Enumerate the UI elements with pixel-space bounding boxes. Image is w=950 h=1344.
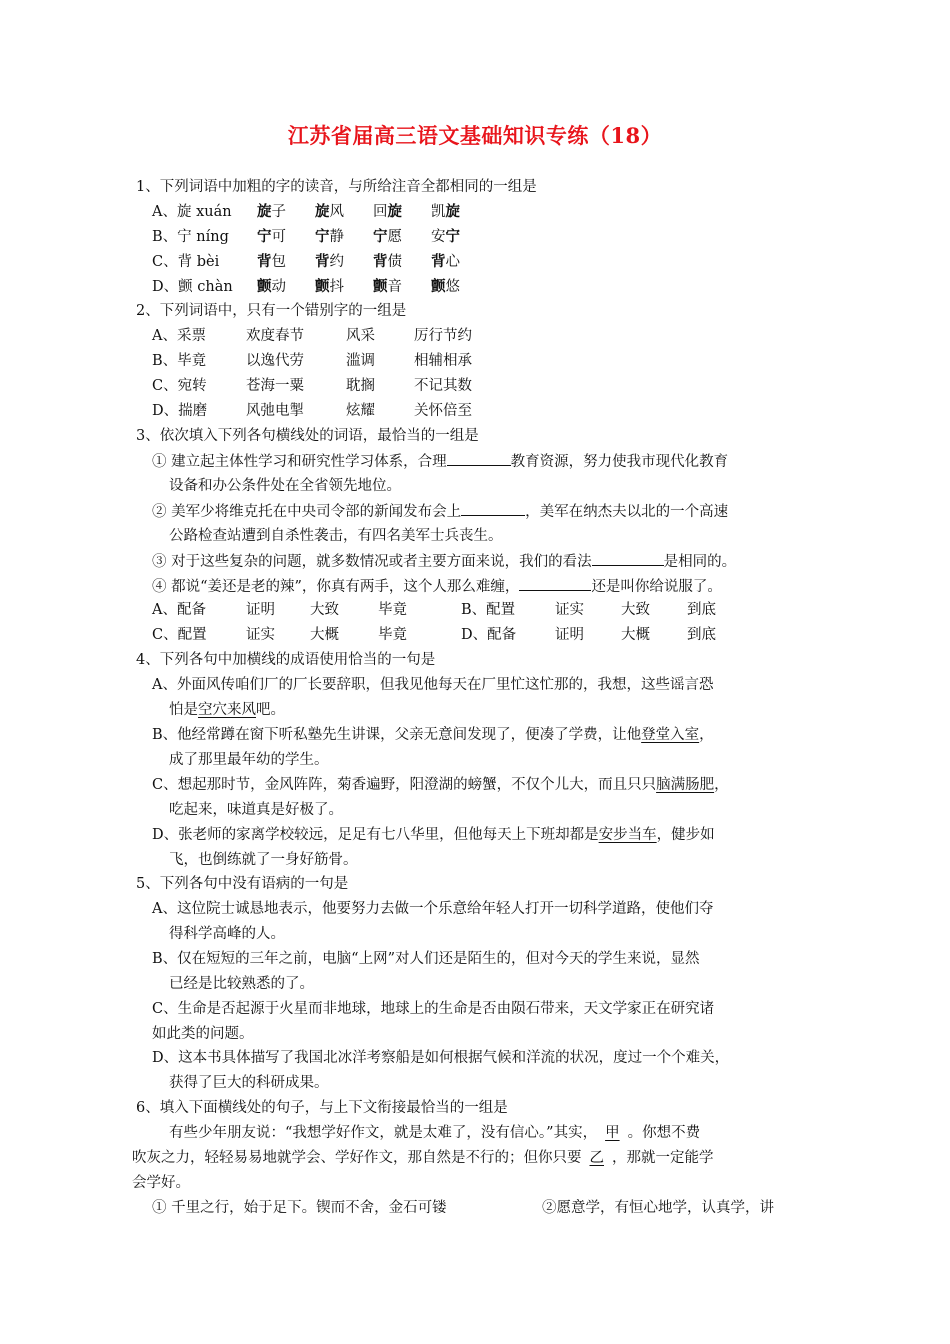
fill-blank <box>592 551 664 566</box>
q5-option-c-cont: 如此类的问题。 <box>152 1026 254 1042</box>
q1-option-b: B、宁 níng 宁可 宁静 宁愿 安宁 <box>152 228 460 245</box>
q3-sentence-2: ② 美军少将维克托在中央司令部的新闻发布会上 ，美军在纳杰夫以北的一个高速 <box>152 501 728 522</box>
underlined-idiom: 安步当车 <box>598 827 657 843</box>
q3-sentence-3: ③ 对于这些复杂的问题，就多数情况或者主要方面来说，我们的看法 是相同的。 <box>152 551 736 572</box>
q6-passage-line-3: 会学好。 <box>132 1175 190 1191</box>
q5-option-c: C、生命是否起源于火星而非地球，地球上的生命是否由陨石带来，天文学家正在研究诸 <box>152 1001 715 1017</box>
q6-passage-line-2: 吹灰之力，轻轻易易地就学会、学好作文，那自然是不行的；但你只要 乙 ，那就一定能学 <box>132 1150 714 1166</box>
q3-options-cd: C、配置 证实 大概 毕竟 D、配备 证明 大概 到底 <box>152 627 716 643</box>
q2-option-b: B、毕竟 以逸代劳 滥调 相辅相承 <box>152 353 472 369</box>
q5-option-a: A、这位院士诚恳地表示，他要努力去做一个乐意给年轻人打开一切科学道路，使他们夺 <box>152 901 714 917</box>
q2-option-c: C、宛转 苍海一粟 耽搁 不记其数 <box>152 378 472 394</box>
underlined-idiom: 登堂入室 <box>641 727 700 743</box>
question-2-stem: 2、下列词语中，只有一个错别字的一组是 <box>136 303 407 319</box>
fill-blank <box>461 501 525 516</box>
document-title: 江苏省届高三语文基础知识专练（18） <box>287 123 663 148</box>
underlined-idiom: 脑满肠肥 <box>656 777 715 793</box>
q3-options-ab: A、配备 证明 大致 毕竟 B、配置 证实 大致 到底 <box>152 602 716 618</box>
q6-passage-line-1: 有些少年朋友说：“我想学好作文，就是太难了，没有信心。”其实， 甲 。你想不费 <box>169 1125 701 1141</box>
q4-option-a: A、外面风传咱们厂的厂长要辞职，但我见他每天在厂里忙这忙那的，我想，这些谣言恐 <box>152 677 714 693</box>
q4-option-c: C、想起那时节，金风阵阵，菊香遍野，阳澄湖的螃蟹，不仅个儿大，而且只只脑满肠肥， <box>152 777 729 793</box>
underlined-idiom: 空穴来风 <box>198 702 256 718</box>
fill-blank <box>447 451 511 466</box>
q5-option-d: D、这本书具体描写了我国北冰洋考察船是如何根据气候和洋流的状况，度过一个个难关， <box>152 1050 730 1066</box>
q3-sentence-1-cont: 设备和办公条件处在全省领先地位。 <box>169 478 401 494</box>
question-5-stem: 5、下列各句中没有语病的一句是 <box>136 876 349 892</box>
q3-sentence-2-cont: 公路检查站遭到自杀性袭击，有四名美军士兵丧生。 <box>169 528 503 544</box>
question-3-stem: 3、依次填入下列各句横线处的词语，最恰当的一组是 <box>136 428 479 444</box>
q6-options: ① 千里之行，始于足下。锲而不舍，金石可镂 ②愿意学，有恒心地学，认真学，讲 <box>152 1200 774 1216</box>
q4-option-b-cont: 成了那里最年幼的学生。 <box>169 752 329 768</box>
q5-option-a-cont: 得科学高峰的人。 <box>169 926 285 942</box>
fill-blank <box>519 576 591 591</box>
q5-option-d-cont: 获得了巨大的科研成果。 <box>169 1075 329 1091</box>
q1-option-a: A、旋 xuán 旋子 旋风 回旋 凯旋 <box>152 203 460 220</box>
question-4-stem: 4、下列各句中加横线的成语使用恰当的一句是 <box>136 652 436 668</box>
q4-option-a-cont: 怕是空穴来风吧。 <box>169 702 285 718</box>
q2-option-a: A、采票 欢度春节 风采 厉行节约 <box>152 328 472 344</box>
q4-option-d-cont: 飞，也倒练就了一身好筋骨。 <box>169 852 358 868</box>
q3-sentence-4: ④ 都说“姜还是老的辣”，你真有两手，这个人那么难缠， 还是叫你给说服了。 <box>152 576 722 597</box>
q2-option-d: D、揣磨 风弛电掣 炫耀 关怀倍至 <box>152 403 472 419</box>
q4-option-c-cont: 吃起来，味道真是好极了。 <box>169 802 343 818</box>
q1-option-d: D、颤 chàn 颤动 颤抖 颤音 颤悠 <box>152 278 460 295</box>
q4-option-d: D、张老师的家离学校较远，足足有七八华里，但他每天上下班却都是安步当车，健步如 <box>152 827 715 843</box>
q1-option-c: C、背 bèi 背包 背约 背债 背心 <box>152 253 460 270</box>
question-6-stem: 6、填入下面横线处的句子，与上下文衔接最恰当的一组是 <box>136 1100 508 1116</box>
q3-sentence-1: ① 建立起主体性学习和研究性学习体系，合理 教育资源，努力使我市现代化教育 <box>152 451 728 472</box>
q5-option-b-cont: 已经是比较熟悉的了。 <box>169 976 314 992</box>
question-1-stem: 1、下列词语中加粗的字的读音，与所给注音全都相同的一组是 <box>136 179 537 195</box>
blank-yi: 乙 <box>589 1150 604 1166</box>
q4-option-b: B、他经常蹲在窗下听私塾先生讲课，父亲无意间发现了，便凑了学费，让他登堂入室， <box>152 727 714 743</box>
q5-option-b: B、仅在短短的三年之前，电脑“上网”对人们还是陌生的，但对今天的学生来说，显然 <box>152 951 700 967</box>
blank-jia: 甲 <box>605 1125 620 1141</box>
